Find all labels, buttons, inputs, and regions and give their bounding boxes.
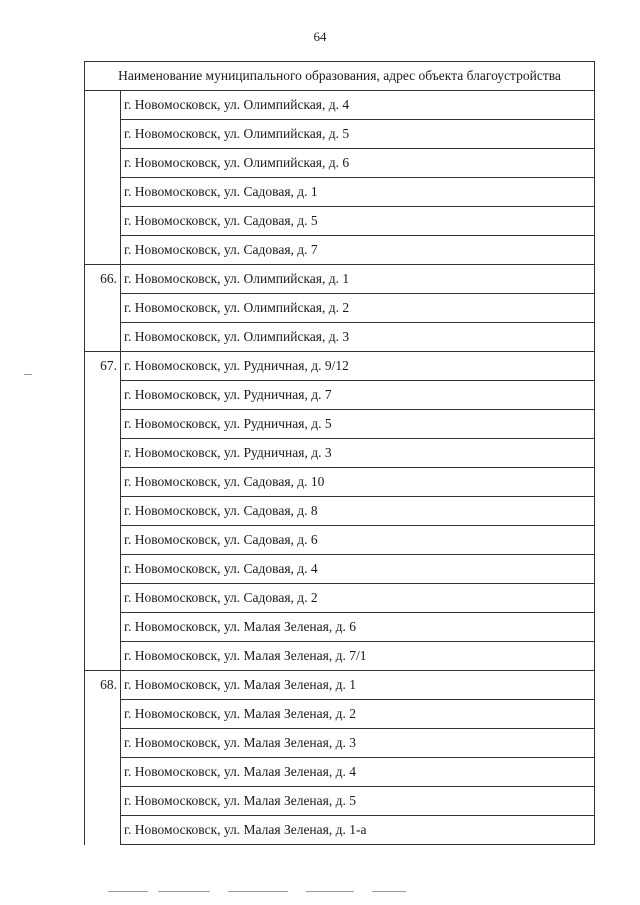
row-address: г. Новомосковск, ул. Малая Зеленая, д. 1 [121, 671, 595, 700]
row-number [85, 178, 121, 207]
table-row [85, 149, 595, 178]
table-row [85, 729, 595, 758]
row-number [85, 526, 121, 555]
table-row [85, 758, 595, 787]
table-row [85, 265, 595, 294]
table-row [85, 671, 595, 700]
row-number: 67. [85, 352, 121, 381]
table-header-row [85, 62, 595, 91]
row-number [85, 149, 121, 178]
row-address: г. Новомосковск, ул. Садовая, д. 6 [121, 526, 595, 555]
scan-artifact-line [372, 891, 406, 892]
row-address: г. Новомосковск, ул. Малая Зеленая, д. 1-а [121, 816, 595, 845]
table-row [85, 294, 595, 323]
table-row [85, 526, 595, 555]
table-row [85, 120, 595, 149]
table-row [85, 236, 595, 265]
table-body [85, 91, 595, 845]
row-number [85, 700, 121, 729]
row-address: г. Новомосковск, ул. Олимпийская, д. 5 [121, 120, 595, 149]
row-number [85, 816, 121, 845]
table-row [85, 613, 595, 642]
row-number: 68. [85, 671, 121, 700]
row-address: г. Новомосковск, ул. Олимпийская, д. 6 [121, 149, 595, 178]
page-number: 64 [313, 29, 327, 44]
table-row [85, 323, 595, 352]
row-number [85, 439, 121, 468]
table-row [85, 584, 595, 613]
row-address: г. Новомосковск, ул. Малая Зеленая, д. 5 [121, 787, 595, 816]
row-number [85, 642, 121, 671]
row-address: г. Новомосковск, ул. Малая Зеленая, д. 6 [121, 613, 595, 642]
row-number [85, 787, 121, 816]
table-row [85, 468, 595, 497]
row-address: г. Новомосковск, ул. Малая Зеленая, д. 3 [121, 729, 595, 758]
row-number [85, 323, 121, 352]
row-address: г. Новомосковск, ул. Садовая, д. 10 [121, 468, 595, 497]
row-address: г. Новомосковск, ул. Садовая, д. 8 [121, 497, 595, 526]
row-address: г. Новомосковск, ул. Олимпийская, д. 4 [121, 91, 595, 120]
row-number [85, 294, 121, 323]
row-address: г. Новомосковск, ул. Малая Зеленая, д. 7/1 [121, 642, 595, 671]
row-address: г. Новомосковск, ул. Олимпийская, д. 2 [121, 294, 595, 323]
table-row [85, 497, 595, 526]
row-number [85, 91, 121, 120]
address-table [84, 61, 595, 845]
row-number [85, 497, 121, 526]
row-address: г. Новомосковск, ул. Малая Зеленая, д. 2 [121, 700, 595, 729]
table-row [85, 410, 595, 439]
row-number [85, 207, 121, 236]
row-address: г. Новомосковск, ул. Садовая, д. 5 [121, 207, 595, 236]
row-address: г. Новомосковск, ул. Садовая, д. 2 [121, 584, 595, 613]
row-number: 66. [85, 265, 121, 294]
row-number [85, 613, 121, 642]
table-row [85, 207, 595, 236]
table-head [85, 62, 595, 91]
row-address: г. Новомосковск, ул. Малая Зеленая, д. 4 [121, 758, 595, 787]
row-address: г. Новомосковск, ул. Рудничная, д. 3 [121, 439, 595, 468]
row-number [85, 381, 121, 410]
row-address: г. Новомосковск, ул. Рудничная, д. 9/12 [121, 352, 595, 381]
scan-artifact-line [24, 374, 32, 375]
table-row [85, 91, 595, 120]
scan-artifact-line [108, 891, 148, 892]
table-row [85, 381, 595, 410]
scan-artifact-line [306, 891, 354, 892]
table-row [85, 178, 595, 207]
scan-artifact-line [158, 891, 210, 892]
table-row [85, 555, 595, 584]
row-number [85, 555, 121, 584]
row-address: г. Новомосковск, ул. Рудничная, д. 5 [121, 410, 595, 439]
row-number [85, 584, 121, 613]
row-address: г. Новомосковск, ул. Садовая, д. 7 [121, 236, 595, 265]
row-number [85, 120, 121, 149]
row-address: г. Новомосковск, ул. Олимпийская, д. 1 [121, 265, 595, 294]
table-row [85, 700, 595, 729]
scan-artifact-line [228, 891, 288, 892]
table-row [85, 642, 595, 671]
row-number [85, 729, 121, 758]
row-number [85, 410, 121, 439]
row-number [85, 758, 121, 787]
table-row [85, 787, 595, 816]
row-address: г. Новомосковск, ул. Садовая, д. 1 [121, 178, 595, 207]
row-address: г. Новомосковск, ул. Рудничная, д. 7 [121, 381, 595, 410]
table-row [85, 816, 595, 845]
table-header: Наименование муниципального образования, адрес объекта благоустройства [85, 62, 595, 91]
table-row [85, 352, 595, 381]
table-row [85, 439, 595, 468]
row-address: г. Новомосковск, ул. Садовая, д. 4 [121, 555, 595, 584]
row-number [85, 468, 121, 497]
row-address: г. Новомосковск, ул. Олимпийская, д. 3 [121, 323, 595, 352]
row-number [85, 236, 121, 265]
